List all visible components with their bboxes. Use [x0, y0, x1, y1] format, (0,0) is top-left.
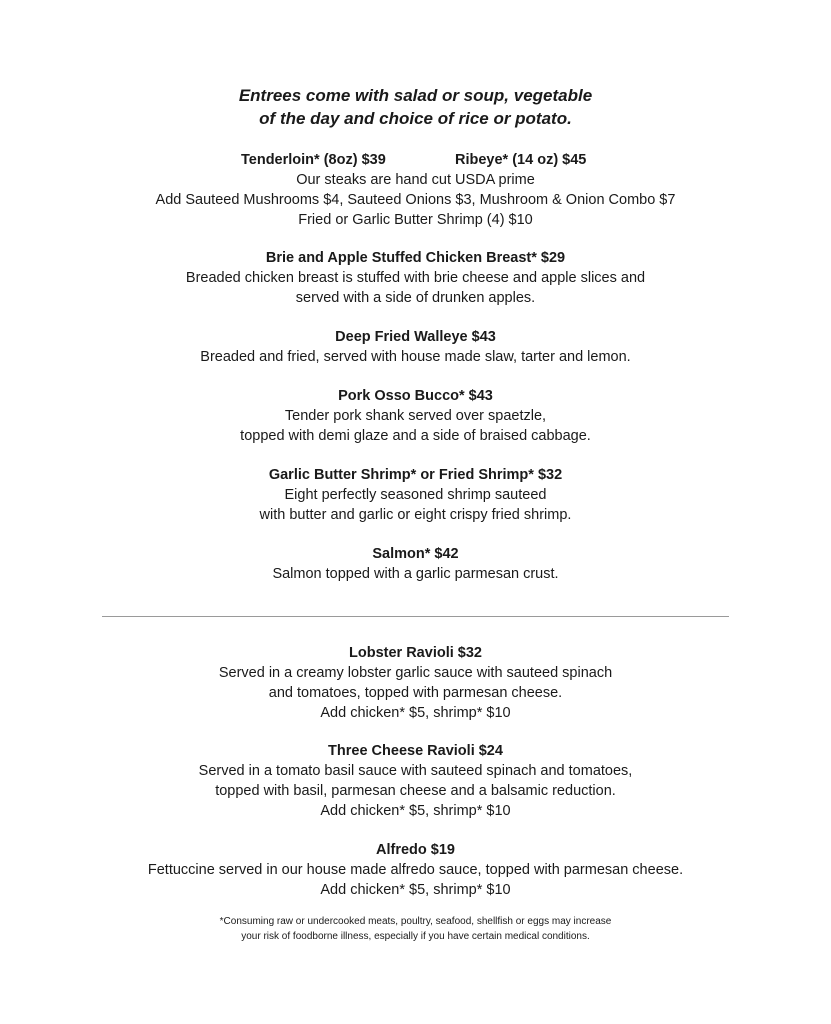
menu-item-osso-bucco	[0, 386, 831, 446]
item-title: Salmon* $42	[372, 546, 459, 562]
menu-item-salmon	[0, 544, 831, 584]
tenderloin-title: Tenderloin* (8oz) $39	[241, 152, 386, 168]
item-description: Breaded chicken breast is stuffed with brie cheese and apple slices and	[185, 270, 646, 286]
item-title: Lobster Ravioli $32	[349, 645, 482, 661]
section-divider	[102, 616, 729, 617]
steak-section	[0, 150, 831, 230]
intro-line: Entrees come with salad or soup, vegetable	[238, 86, 593, 105]
item-description: Salmon topped with a garlic parmesan crust.	[272, 566, 559, 582]
steak-shrimp-addon: Fried or Garlic Butter Shrimp (4) $10	[298, 212, 533, 228]
item-title: Brie and Apple Stuffed Chicken Breast* $29	[265, 250, 566, 266]
item-description: and tomatoes, topped with parmesan cheese.	[268, 685, 563, 701]
item-description: Breaded and fried, served with house made slaw, tarter and lemon.	[200, 349, 631, 365]
item-addons: Add chicken* $5, shrimp* $10	[320, 882, 511, 898]
item-title: Pork Osso Bucco* $43	[338, 388, 493, 404]
steak-description: Our steaks are hand cut USDA prime	[296, 172, 535, 188]
menu-item-three-cheese-ravioli	[0, 741, 831, 821]
entree-intro	[0, 84, 831, 130]
item-title: Alfredo $19	[376, 842, 455, 858]
item-title: Deep Fried Walleye $43	[335, 329, 496, 345]
item-description: Fettuccine served in our house made alfredo sauce, topped with parmesan cheese.	[147, 862, 684, 878]
item-addons: Add chicken* $5, shrimp* $10	[320, 803, 511, 819]
footnote-line: *Consuming raw or undercooked meats, poultry, seafood, shellfish or eggs may increase	[219, 916, 612, 927]
item-description: topped with basil, parmesan cheese and a balsamic reduction.	[215, 783, 616, 799]
item-description: Eight perfectly seasoned shrimp sauteed	[284, 487, 547, 503]
menu-item-shrimp	[0, 465, 831, 525]
item-description: Tender pork shank served over spaetzle,	[284, 408, 547, 424]
ribeye-title: Ribeye* (14 oz) $45	[455, 152, 587, 168]
menu-item-walleye	[0, 327, 831, 367]
item-description: Served in a tomato basil sauce with sauteed spinach and tomatoes,	[198, 763, 633, 779]
footnote-line: your risk of foodborne illness, especially if you have certain medical conditions.	[241, 931, 590, 942]
item-description: with butter and garlic or eight crispy fried shrimp.	[259, 507, 572, 523]
food-safety-footnote	[0, 914, 831, 944]
item-description: topped with demi glaze and a side of braised cabbage.	[240, 428, 591, 444]
steak-addons: Add Sauteed Mushrooms $4, Sauteed Onions $3, Mushroom & Onion Combo $7	[155, 192, 676, 208]
menu-item-chicken	[0, 248, 831, 308]
item-title: Three Cheese Ravioli $24	[328, 743, 503, 759]
menu-item-lobster-ravioli	[0, 643, 831, 723]
item-title: Garlic Butter Shrimp* or Fried Shrimp* $32	[268, 467, 563, 483]
item-description: served with a side of drunken apples.	[295, 290, 536, 306]
intro-line: of the day and choice of rice or potato.	[259, 109, 572, 128]
menu-item-alfredo	[0, 840, 831, 900]
item-addons: Add chicken* $5, shrimp* $10	[320, 705, 511, 721]
item-description: Served in a creamy lobster garlic sauce with sauteed spinach	[218, 665, 613, 681]
steak-titles	[0, 150, 831, 170]
